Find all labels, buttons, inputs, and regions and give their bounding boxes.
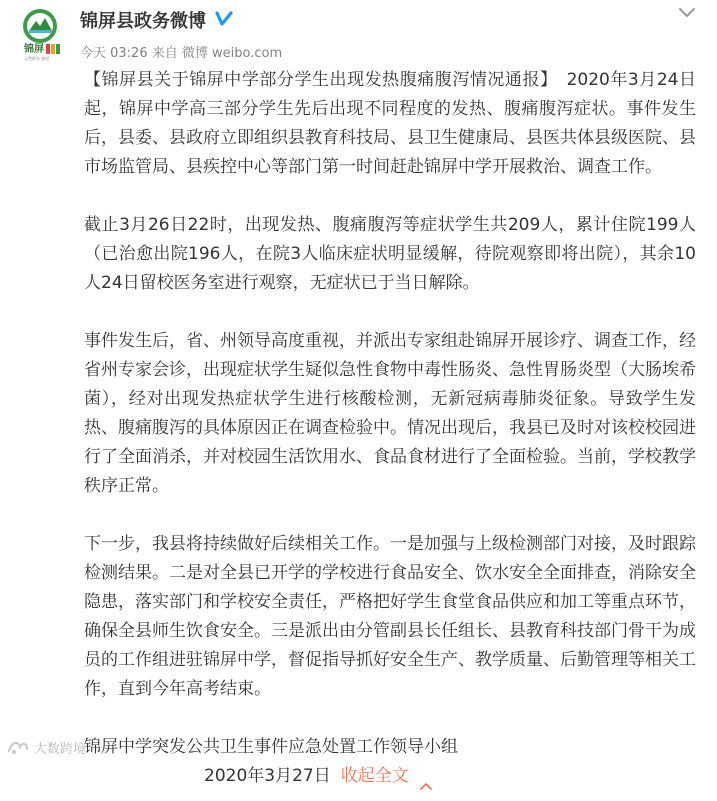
post-paragraph: 截止3月26日22时，出现发热、腹痛腹泻等症状学生共209人，累计住院199人（已治愈出院196人，在院3人临床症状明显缓解，待院观察即将出院），其余10人24日留校医务室进行观察，无症状已于当日解除。 [84, 215, 696, 293]
collapse-full-text-link[interactable]: 收起全文 [340, 766, 409, 786]
post-signature: 锦屏中学突发公共卫生事件应急处置工作领导小组 [84, 737, 458, 757]
date-line [84, 762, 696, 791]
post-content [84, 66, 696, 791]
chevron-up-icon[interactable] [419, 772, 433, 782]
watermark-logo-icon [6, 737, 30, 757]
author-avatar[interactable] [12, 6, 68, 62]
chevron-down-icon[interactable] [673, 2, 701, 24]
watermark [6, 737, 86, 757]
watermark-text: 大数跨境 [34, 741, 87, 757]
author-line [80, 8, 234, 32]
post-meta[interactable]: 今天 03:26 来自 微博 weibo.com [80, 46, 283, 61]
county-logo [12, 6, 68, 62]
post-date: 2020年3月27日 [204, 766, 331, 786]
verified-badge-icon [214, 10, 234, 30]
logo-text: 锦屏 [24, 44, 44, 55]
author-name[interactable]: 锦屏县政务微博 [80, 11, 206, 32]
post-paragraph: 【锦屏县关于锦屏中学部分学生出现发热腹痛腹泻情况通报】 2020年3月24日起，锦屏中学高三部分学生先后出现不同程度的发热、腹痛腹泻症状。事件发生后，县委、县政府立即组织县教育科技局、县卫生健康局、县医共体县级医院、县市场监管局、县疾控中心等部门第一时间赶赴锦屏中学开展救治、调查工作。 [84, 70, 696, 177]
logo-subtext: 天然黔东 锦屏 [24, 56, 50, 61]
post-paragraph: 下一步，我县将持续做好后续相关工作。一是加强与上级检测部门对接，及时跟踪检测结果。二是对全县已开学的学校进行食品安全、饮水安全全面排查，消除安全隐患，落实部门和学校安全责任，严格把好学生食堂食品供应和加工等重点环节，确保全县师生饮食安全。三是派出由分管副县长任组长、县教育科技部门骨干为成员的工作组进驻锦屏中学，督促指导抓好安全生产、教学质量、后勤管理等相关工作，直到今年高考结束。 [84, 534, 696, 699]
post-paragraph: 事件发生后，省、州领导高度重视，并派出专家组赴锦屏开展诊疗、调查工作，经省州专家会诊，出现症状学生疑似急性食物中毒性肠炎、急性胃肠炎型（大肠埃希菌），经对出现发热症状学生进行核酸检测，无新冠病毒肺炎征象。导致学生发热、腹痛腹泻的具体原因正在调查检验中。情况出现后，我县已及时对该校校园进行了全面消杀，并对校园生活饮用水、食品食材进行了全面检验。当前，学校教学秩序正常。 [84, 331, 696, 496]
